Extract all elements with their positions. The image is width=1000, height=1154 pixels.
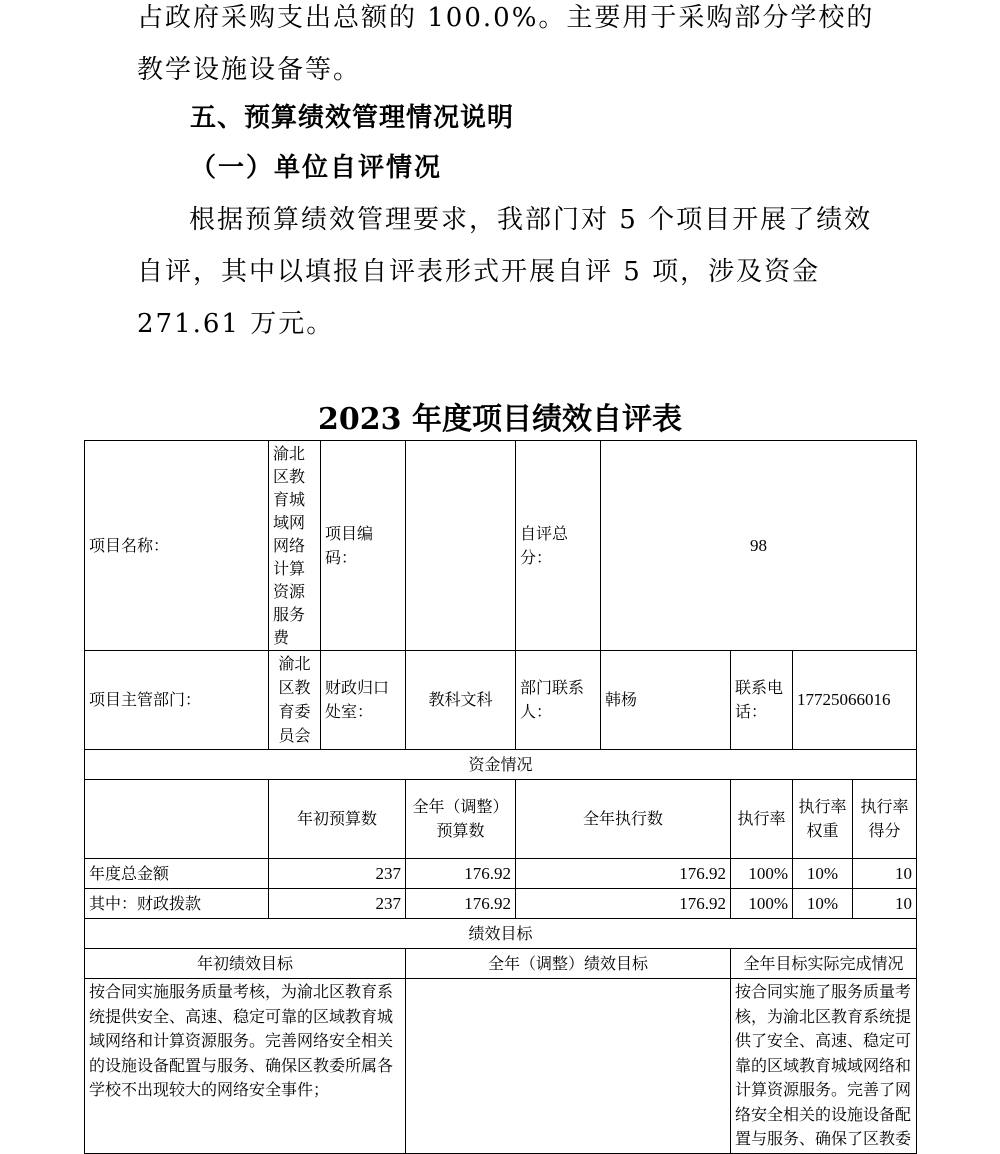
goals-columns-row [85, 949, 917, 979]
project-code-label: 项目编码： [321, 441, 406, 651]
section-heading: 五、预算绩效管理情况说明 [190, 103, 515, 133]
phone-value: 17725066016 [793, 651, 917, 750]
row-rate: 100% [731, 889, 793, 919]
performance-eval-table [84, 440, 917, 1154]
row-adjusted: 176.92 [406, 859, 516, 889]
self-eval-paragraph: 根据预算绩效管理要求，我部门对 5 个项目开展了绩效自评，其中以填报自评表形式开展自评 5 项，涉及资金 271.61 万元。 [137, 205, 873, 339]
blank-header-cell [85, 780, 269, 859]
row-score: 10 [853, 889, 917, 919]
intro-paragraph: 占政府采购支出总额的 100.0%。主要用于采购部分学校的教学设施设备等。 [137, 3, 875, 85]
project-name-value: 渝北区教育城域网网络计算资源服务费 [269, 441, 321, 651]
row-label: 年度总金额 [85, 859, 269, 889]
office-value: 教科文科 [406, 651, 516, 750]
row-score: 10 [853, 859, 917, 889]
goals-header-row [85, 919, 917, 949]
row-weight: 10% [793, 889, 853, 919]
col-initial-goal: 年初绩效目标 [85, 949, 406, 979]
adjusted-goal-text [406, 979, 731, 1154]
col-rate-weight: 执行率权重 [793, 780, 853, 859]
row-executed: 176.92 [516, 859, 731, 889]
phone-label: 联系电话： [731, 651, 793, 750]
col-adjusted-goal: 全年（调整）绩效目标 [406, 949, 731, 979]
project-info-row [85, 441, 917, 651]
goals-content-row [85, 979, 917, 1154]
col-initial-budget: 年初预算数 [269, 780, 406, 859]
col-execution: 全年执行数 [516, 780, 731, 859]
contact-value: 韩杨 [601, 651, 731, 750]
goals-header: 绩效目标 [85, 919, 917, 949]
table-row [85, 889, 917, 919]
col-rate: 执行率 [731, 780, 793, 859]
table-row [85, 859, 917, 889]
actual-goal-text: 按合同实施了服务质量考核，为渝北区教育系统提供了安全、高速、稳定可靠的区域教育城域网络和计算资源服务。完善了网络安全相关的设施设备配置与服务、确保了区教委 [731, 979, 917, 1154]
row-initial: 237 [269, 859, 406, 889]
col-rate-score: 执行率得分 [853, 780, 917, 859]
contact-label: 部门联系人： [516, 651, 601, 750]
funds-columns-row [85, 780, 917, 859]
funds-header: 资金情况 [85, 750, 917, 780]
score-value: 98 [601, 441, 917, 651]
score-label: 自评总分： [516, 441, 601, 651]
project-name-label: 项目名称： [85, 441, 269, 651]
department-row [85, 651, 917, 750]
initial-goal-text: 按合同实施服务质量考核，为渝北区教育系统提供安全、高速、稳定可靠的区域教育城域网络和计算资源服务。完善网络安全相关的设施设备配置与服务、确保区教委所属各学校不出现较大的网络安全事件； [85, 979, 406, 1154]
row-adjusted: 176.92 [406, 889, 516, 919]
col-adjusted-budget: 全年（调整）预算数 [406, 780, 516, 859]
col-actual-goal: 全年目标实际完成情况 [731, 949, 917, 979]
subsection-heading: （一）单位自评情况 [190, 153, 443, 183]
row-rate: 100% [731, 859, 793, 889]
dept-label: 项目主管部门： [85, 651, 269, 750]
office-label: 财政归口处室： [321, 651, 406, 750]
row-initial: 237 [269, 889, 406, 919]
funds-header-row [85, 750, 917, 780]
project-code-value [406, 441, 516, 651]
row-weight: 10% [793, 859, 853, 889]
row-label: 其中：财政拨款 [85, 889, 269, 919]
dept-value: 渝北区教育委员会 [269, 651, 321, 750]
table-title: 2023 年度项目绩效自评表 [318, 402, 682, 437]
row-executed: 176.92 [516, 889, 731, 919]
